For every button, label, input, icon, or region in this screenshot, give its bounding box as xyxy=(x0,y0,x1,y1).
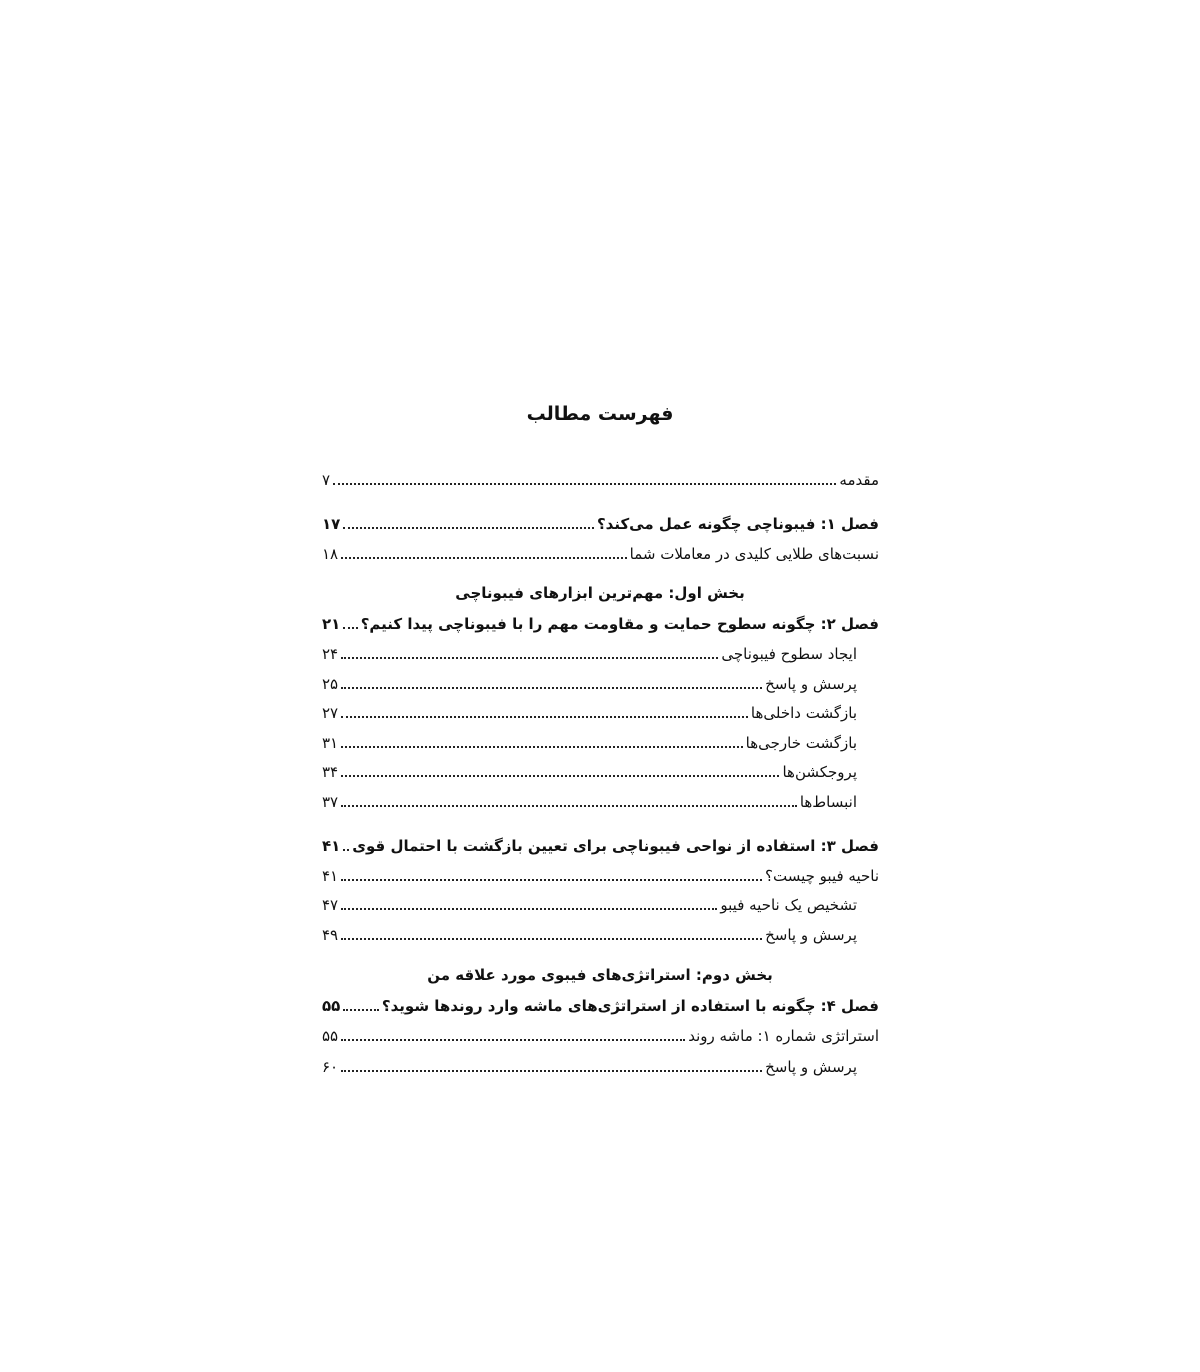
toc-entry-page: ۴۱ xyxy=(322,867,339,885)
toc-entry-page: ۴۱ xyxy=(322,837,341,855)
toc-entry-page: ۳۱ xyxy=(322,734,339,752)
dot-leader xyxy=(341,657,718,659)
toc-entry-page: ۱۷ xyxy=(322,515,341,533)
dot-leader xyxy=(341,775,779,777)
toc-entry-label: پرسش و پاسخ xyxy=(765,926,857,944)
toc-entry-qa-2 xyxy=(322,919,857,945)
toc-entry-chapter-2 xyxy=(322,608,879,634)
part-heading-2: بخش دوم: استراتژی‌های فیبوی مورد علاقه من xyxy=(427,966,773,984)
dot-leader xyxy=(341,938,762,940)
dot-leader xyxy=(341,1070,762,1072)
toc-entry-label: پروجکشن‌ها xyxy=(782,763,857,781)
toc-entry-page: ۲۷ xyxy=(322,704,339,722)
toc-entry-golden-ratios xyxy=(322,538,879,564)
toc-entry-label: پرسش و پاسخ xyxy=(765,675,857,693)
toc-entry-page: ۵۵ xyxy=(322,1027,339,1045)
dot-leader xyxy=(341,557,627,559)
toc-entry-label: بازگشت خارجی‌ها xyxy=(745,734,857,752)
toc-entry-page: ۲۴ xyxy=(322,645,339,663)
toc-entry-page: ۵۵ xyxy=(322,997,341,1015)
toc-entry-page: ۶۰ xyxy=(322,1058,339,1076)
toc-entry-label: ناحیه فیبو چیست؟ xyxy=(765,867,879,885)
toc-entry-label: ایجاد سطوح فیبوناچی xyxy=(721,645,857,663)
toc-entry-page: ۳۴ xyxy=(322,763,339,781)
dot-leader xyxy=(333,483,836,485)
toc-entry-label: استراتژی شماره ۱: ماشه روند xyxy=(688,1027,879,1045)
dot-leader xyxy=(343,1009,379,1011)
dot-leader xyxy=(341,687,762,689)
toc-entry-label: فصل ۲: چگونه سطوح حمایت و مقاومت مهم را با فیبوناچی پیدا کنیم؟ xyxy=(360,615,879,633)
toc-entry-external-retracements xyxy=(322,727,857,753)
dot-leader xyxy=(341,805,797,807)
toc-entry-label: نسبت‌های طلایی کلیدی در معاملات شما xyxy=(629,545,879,563)
dot-leader xyxy=(341,908,717,910)
toc-entry-chapter-1 xyxy=(322,508,879,534)
toc-entry-label: فصل ۳: استفاده از نواحی فیبوناچی برای تعیین بازگشت با احتمال قوی xyxy=(352,837,879,855)
toc-entry-page: ۳۷ xyxy=(322,793,339,811)
toc-entry-label: تشخیص یک ناحیه فیبو xyxy=(720,896,857,914)
toc-entry-identify-fibo-zone xyxy=(322,889,857,915)
toc-entry-what-is-fibo-zone xyxy=(322,860,879,886)
dot-leader xyxy=(343,849,349,851)
toc-entry-expansions xyxy=(322,786,857,812)
toc-entry-chapter-3 xyxy=(322,830,879,856)
toc-entry-label: پرسش و پاسخ xyxy=(765,1058,857,1076)
toc-entry-label: انبساط‌ها xyxy=(799,793,857,811)
toc-entry-page: ۱۸ xyxy=(322,545,339,563)
dot-leader xyxy=(341,1039,685,1041)
toc-entry-chapter-4 xyxy=(322,990,879,1016)
toc-entry-qa-1 xyxy=(322,668,857,694)
toc-title: فهرست مطالب xyxy=(526,403,674,425)
toc-entry-internal-retracements xyxy=(322,697,857,723)
dot-leader xyxy=(341,746,743,748)
toc-entry-page: ۴۹ xyxy=(322,926,339,944)
toc-entry-label: بازگشت داخلی‌ها xyxy=(750,704,857,722)
toc-entry-label: فصل ۱: فیبوناچی چگونه عمل می‌کند؟ xyxy=(596,515,879,533)
dot-leader xyxy=(343,527,594,529)
toc-entry-page: ۲۱ xyxy=(322,615,341,633)
toc-entry-projections xyxy=(322,756,857,782)
toc-entry-creating-levels xyxy=(322,638,857,664)
toc-entry-page: ۷ xyxy=(322,471,331,489)
toc-entry-page: ۲۵ xyxy=(322,675,339,693)
part-heading-1: بخش اول: مهم‌ترین ابزارهای فیبوناچی xyxy=(455,584,745,602)
toc-entry-intro xyxy=(322,464,879,490)
dot-leader xyxy=(341,716,748,718)
toc-entry-page: ۴۷ xyxy=(322,896,339,914)
dot-leader xyxy=(343,627,357,629)
dot-leader xyxy=(341,879,762,881)
toc-entry-label: مقدمه xyxy=(839,471,879,489)
toc-entry-strategy-1 xyxy=(322,1020,879,1046)
toc-entry-label: فصل ۴: چگونه با استفاده از استراتژی‌های ماشه وارد روندها شوید؟ xyxy=(381,997,879,1015)
toc-entry-qa-3 xyxy=(322,1051,857,1077)
